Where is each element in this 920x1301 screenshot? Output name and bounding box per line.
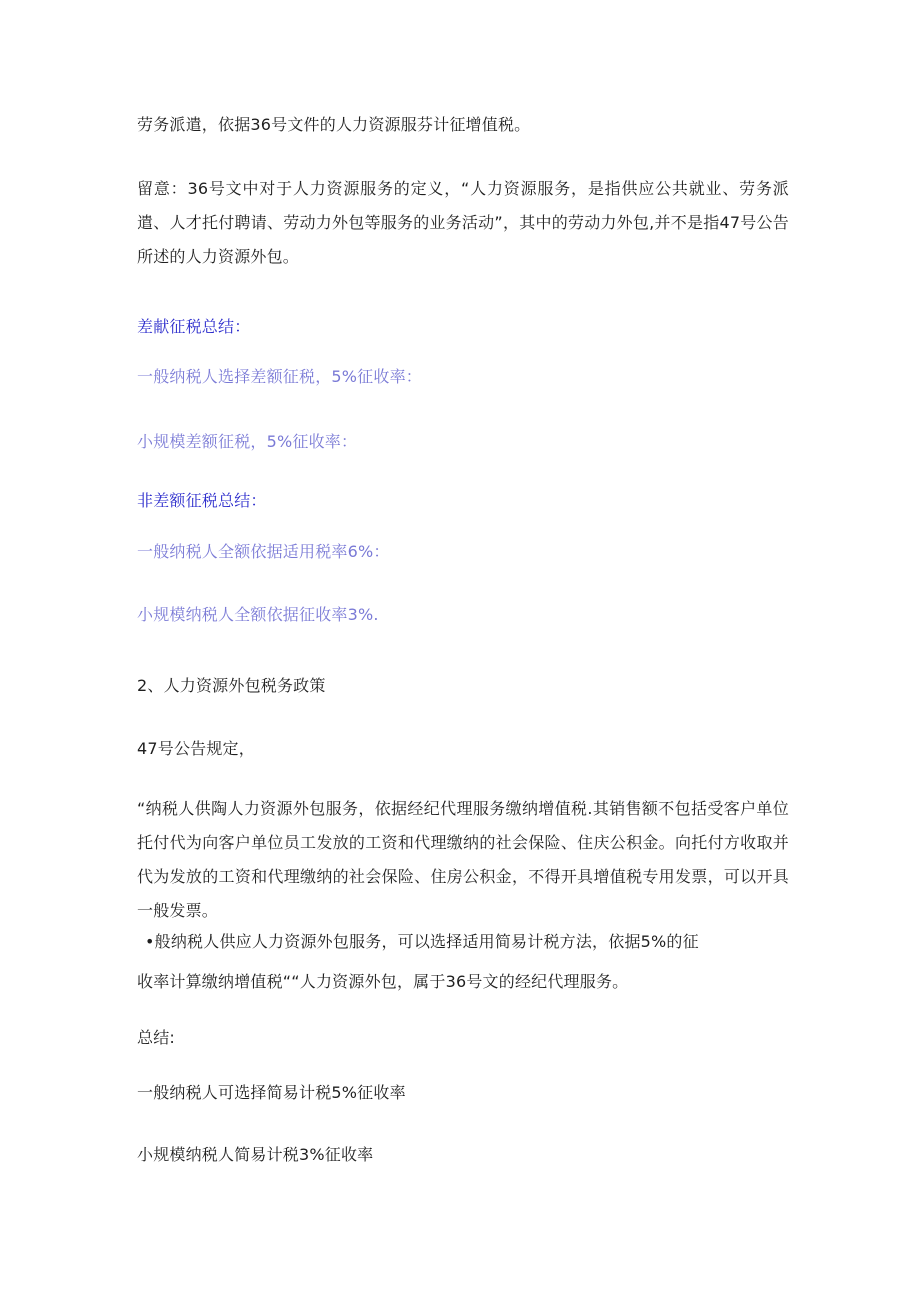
heading-summary: 总结: — [137, 1028, 175, 1047]
difference-item-small-scale: 小规模差额征税，5%征收率： — [137, 432, 358, 451]
non-difference-item-small-scale: 小规模纳税人全额依据征收率3%. — [137, 605, 379, 624]
bullet-general-taxpayer-line1: •般纳税人供应人力资源外包服务，可以选择适用简易计税方法，依据5%的征 — [145, 932, 699, 951]
paragraph-note-definition: 留意：36号文中对于人力资源服务的定义，“人力资源服务，是指供应公共就业、劳务派遣、人才托付聘请、劳动力外包等服务的业务活动”，其中的劳动力外包,并不是指47号公告所述的人力资源外包。 — [137, 179, 789, 266]
heading-difference-tax-summary: 差献征税总结： — [137, 317, 251, 336]
paragraph-quoted-regulation: “纳税人供陶人力资源外包服务，依据经纪代理服务缴纳增值税.其销售额不包括受客户单位托付代为向客户单位员工发放的工资和代理缴纳的社会保险、住庆公积金。向托付方收取并代为发放的工资和代理缴纳的社会保险、住房公积金，不得开具增值税专用发票，可以开具一般发票。 — [137, 799, 789, 920]
paragraph-labor-dispatch: 劳务派遣，依据36号文件的人力资源服芬计征增值税。 — [137, 115, 531, 134]
bullet-general-taxpayer-line2: 收率计算缴纳增值税““人力资源外包，属于36号文的经纪代理服务。 — [137, 972, 629, 991]
non-difference-item-general-taxpayer: 一般纳税人全额依据适用税率6%： — [137, 542, 390, 561]
section-title-hr-outsourcing-policy: 2、人力资源外包税务政策 — [137, 676, 326, 695]
paragraph-notice-47: 47号公告规定， — [137, 739, 255, 758]
summary-item-general-taxpayer: 一般纳税人可选择简易计税5%征收率 — [137, 1083, 406, 1102]
summary-item-small-scale: 小规模纳税人简易计税3%征收率 — [137, 1145, 374, 1164]
heading-non-difference-tax-summary: 非差额征税总结： — [137, 491, 267, 510]
difference-item-general-taxpayer: 一般纳税人选择差额征税，5%征收率： — [137, 367, 422, 386]
